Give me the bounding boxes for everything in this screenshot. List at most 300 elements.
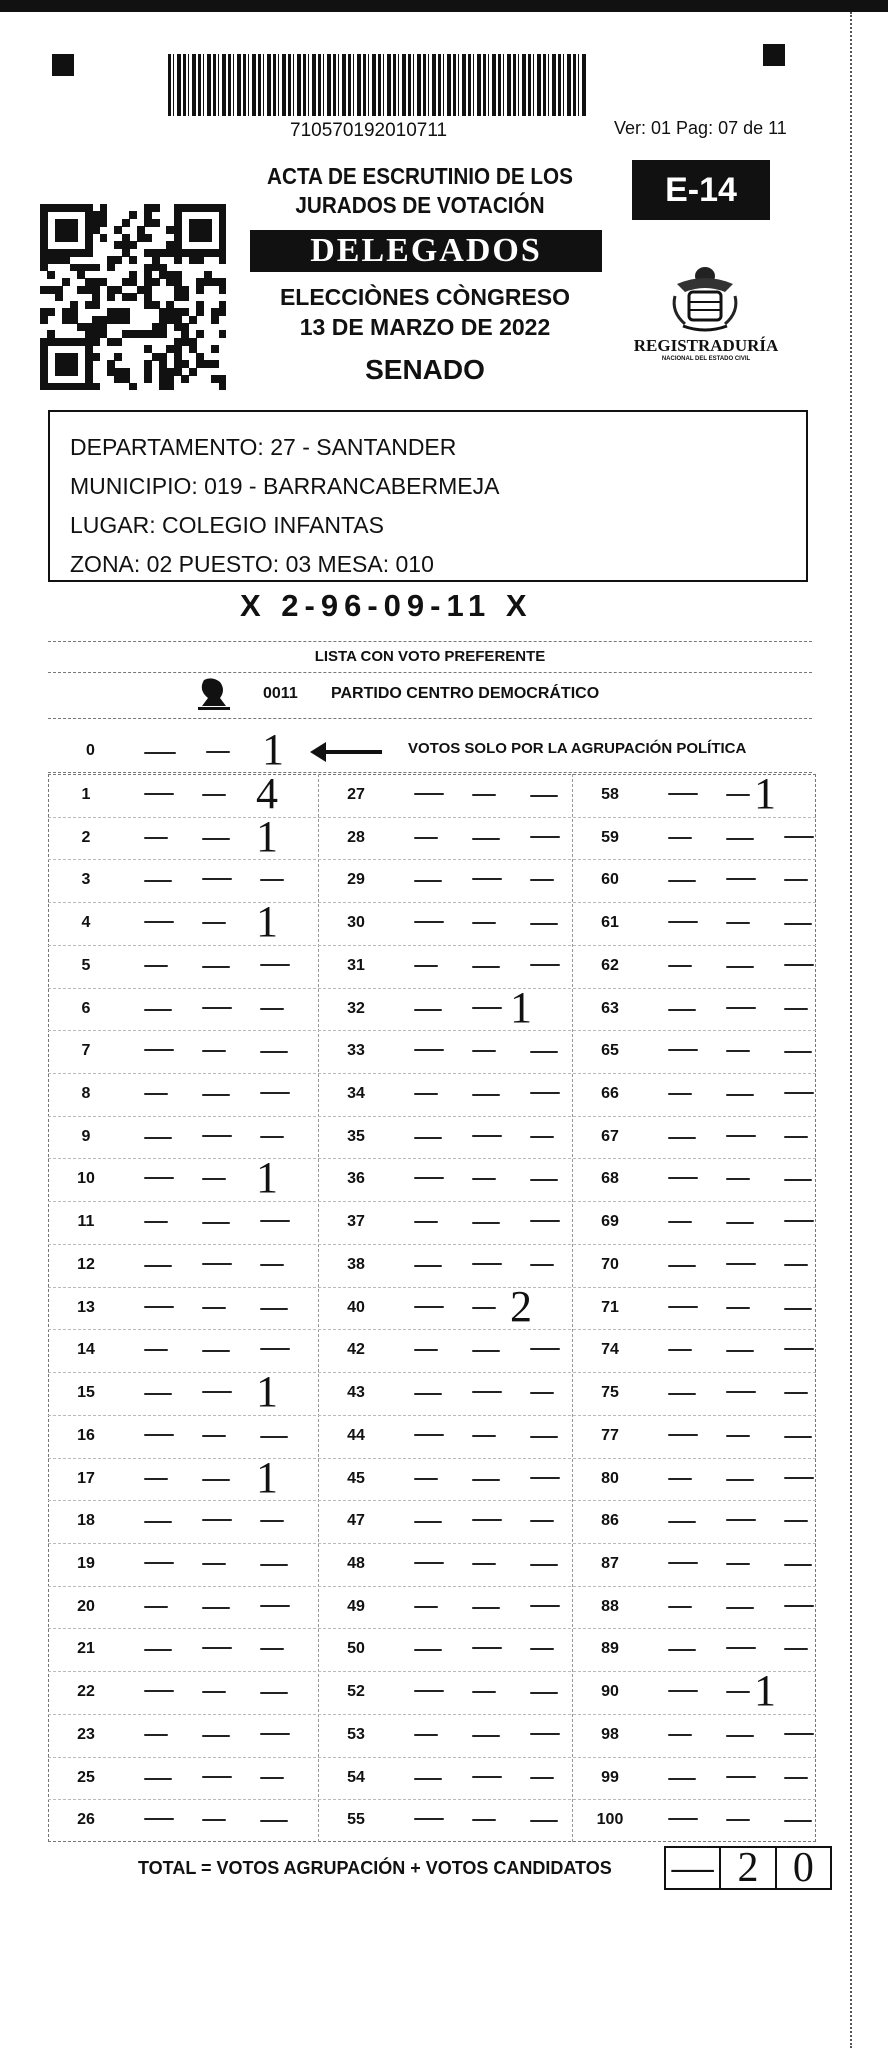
- lugar: LUGAR: COLEGIO INFANTAS: [70, 512, 384, 538]
- blank-dash: [260, 1820, 288, 1822]
- blank-dash: [668, 1818, 698, 1820]
- candidate-number: 52: [347, 1683, 365, 1701]
- column-divider: [572, 774, 573, 1842]
- blank-dash: [472, 1819, 496, 1821]
- blank-dash: [784, 1436, 812, 1438]
- candidate-number: 3: [81, 871, 91, 889]
- blank-dash: [202, 1479, 230, 1481]
- blank-dash: [414, 1093, 438, 1095]
- blank-dash: [668, 1137, 696, 1139]
- blank-dash: [668, 1606, 692, 1608]
- blank-dash: [206, 751, 230, 753]
- blank-dash: [144, 1778, 172, 1780]
- qr-module: [181, 375, 189, 383]
- blank-dash: [414, 1690, 444, 1692]
- candidate-number: 31: [347, 956, 365, 974]
- blank-dash: [260, 1136, 284, 1138]
- blank-dash: [260, 1733, 290, 1735]
- blank-dash: [414, 1734, 438, 1736]
- municipio: MUNICIPIO: 019 - BARRANCABERMEJA: [70, 473, 500, 499]
- row-divider: [48, 1201, 816, 1202]
- candidate-number: 89: [601, 1640, 619, 1658]
- candidate-number: 34: [347, 1085, 365, 1103]
- blank-dash: [530, 1605, 560, 1607]
- blank-dash: [414, 965, 438, 967]
- blank-dash: [472, 838, 500, 840]
- blank-dash: [414, 1221, 438, 1223]
- candidate-number: 9: [81, 1127, 91, 1145]
- blank-dash: [144, 1478, 168, 1480]
- qr-module: [70, 234, 78, 242]
- candidate-number: 33: [347, 1042, 365, 1060]
- blank-dash: [414, 1778, 442, 1780]
- candidate-number: 28: [347, 828, 365, 846]
- blank-dash: [784, 1308, 812, 1310]
- qr-module: [166, 383, 174, 391]
- blank-dash: [472, 1607, 500, 1609]
- candidate-number: 14: [77, 1341, 95, 1359]
- candidate-number: 63: [601, 999, 619, 1017]
- blank-dash: [530, 836, 560, 838]
- blank-dash: [530, 1520, 554, 1522]
- candidate-number: 75: [601, 1384, 619, 1402]
- blank-dash: [472, 1691, 496, 1693]
- blank-dash: [144, 1734, 168, 1736]
- candidate-number: 1: [81, 786, 91, 803]
- candidate-number: 21: [77, 1640, 95, 1658]
- blank-dash: [414, 837, 438, 839]
- candidate-number: 59: [601, 828, 619, 846]
- blank-dash: [530, 1392, 554, 1394]
- blank-dash: [202, 1435, 226, 1437]
- qr-module: [211, 316, 219, 324]
- blank-dash: [668, 837, 692, 839]
- blank-dash: [784, 1051, 812, 1053]
- blank-dash: [668, 1221, 692, 1223]
- candidate-votes-grid: [48, 769, 816, 1842]
- blank-dash: [202, 1007, 232, 1009]
- blank-dash: [144, 1306, 174, 1308]
- row-divider: [48, 1671, 816, 1672]
- row-divider: [48, 1586, 816, 1587]
- registry-subtitle: NACIONAL DEL ESTADO CIVIL: [661, 356, 751, 362]
- blank-dash: [414, 1478, 438, 1480]
- qr-module: [219, 256, 227, 264]
- row-divider: [48, 902, 816, 903]
- blank-dash: [726, 1391, 756, 1393]
- blank-dash: [726, 1050, 750, 1052]
- blank-dash: [530, 1820, 558, 1822]
- qr-module: [196, 286, 204, 294]
- blank-dash: [414, 1434, 444, 1436]
- blank-dash: [260, 1520, 284, 1522]
- party-code: 0011: [263, 685, 298, 702]
- title-line-1: ACTA DE ESCRUTINIO DE LOS: [267, 163, 573, 189]
- candidate-number: 36: [347, 1170, 365, 1188]
- candidate-number: 12: [77, 1255, 95, 1273]
- blank-dash: [202, 966, 230, 968]
- blank-dash: [414, 921, 444, 923]
- blank-dash: [260, 1605, 290, 1607]
- blank-dash: [472, 1050, 496, 1052]
- blank-dash: [668, 1434, 698, 1436]
- qr-module: [92, 353, 100, 361]
- blank-dash: [414, 793, 444, 795]
- row-divider: [48, 1329, 816, 1330]
- handwritten-vote: 1: [256, 1367, 278, 1417]
- blank-dash: [144, 1521, 172, 1523]
- title-line-2: JURADOS DE VOTACIÓN: [295, 192, 545, 218]
- candidate-number: 20: [77, 1597, 95, 1615]
- blank-dash: [202, 1691, 226, 1693]
- blank-dash: [726, 1776, 756, 1778]
- blank-dash: [472, 1135, 502, 1137]
- blank-dash: [202, 1307, 226, 1309]
- blank-dash: [472, 966, 500, 968]
- candidate-number: 11: [77, 1213, 95, 1231]
- qr-module: [85, 249, 93, 257]
- blank-dash: [668, 1734, 692, 1736]
- total-digit: 2: [721, 1848, 776, 1888]
- blank-dash: [414, 1137, 442, 1139]
- blank-dash: [472, 1007, 502, 1009]
- blank-dash: [414, 1009, 442, 1011]
- candidate-number: 67: [601, 1127, 619, 1145]
- handwritten-vote: 1: [510, 982, 532, 1032]
- registration-mark: [763, 44, 785, 66]
- blank-dash: [530, 1220, 560, 1222]
- blank-dash: [726, 1094, 754, 1096]
- blank-dash: [472, 1435, 496, 1437]
- candidate-number: 10: [77, 1170, 95, 1188]
- blank-dash: [414, 1818, 444, 1820]
- blank-dash: [144, 1049, 174, 1051]
- blank-dash: [414, 1606, 438, 1608]
- qr-module: [219, 330, 227, 338]
- blank-dash: [530, 795, 558, 797]
- blank-dash: [784, 1520, 808, 1522]
- blank-dash: [726, 1735, 754, 1737]
- blank-dash: [530, 1436, 558, 1438]
- candidate-number: 99: [601, 1768, 619, 1786]
- qr-module: [196, 308, 204, 316]
- qr-module: [100, 219, 108, 227]
- candidate-number: 29: [347, 871, 365, 889]
- blank-dash: [784, 1564, 812, 1566]
- candidate-number: 90: [601, 1683, 619, 1701]
- blank-dash: [472, 1776, 502, 1778]
- blank-dash: [668, 1093, 692, 1095]
- qr-code: [40, 204, 226, 390]
- blank-dash: [144, 965, 168, 967]
- blank-dash: [668, 1393, 696, 1395]
- blank-dash: [784, 1605, 814, 1607]
- zona-puesto-mesa: ZONA: 02 PUESTO: 03 MESA: 010: [70, 551, 434, 577]
- qr-module: [122, 316, 130, 324]
- blank-dash: [530, 1092, 560, 1094]
- candidate-number: 42: [347, 1341, 365, 1359]
- qr-module: [40, 316, 48, 324]
- qr-module: [219, 383, 227, 391]
- candidate-number: 32: [347, 999, 365, 1017]
- handwritten-vote: 1: [754, 769, 776, 818]
- blank-dash: [472, 1479, 500, 1481]
- candidate-number: 22: [77, 1683, 95, 1701]
- top-border: [0, 0, 888, 12]
- blank-dash: [530, 1051, 558, 1053]
- qr-module: [196, 330, 204, 338]
- candidate-number: 55: [347, 1811, 365, 1829]
- row-divider: [48, 1287, 816, 1288]
- blank-dash: [414, 1049, 444, 1051]
- qr-module: [129, 241, 137, 249]
- candidate-number: 47: [347, 1512, 365, 1530]
- list-header: LISTA CON VOTO PREFERENTE: [48, 641, 812, 673]
- row-divider: [48, 1543, 816, 1544]
- blank-dash: [144, 1265, 172, 1267]
- blank-dash: [726, 966, 754, 968]
- blank-dash: [726, 1222, 754, 1224]
- candidate-number: 68: [601, 1170, 619, 1188]
- candidate-number: 50: [347, 1640, 365, 1658]
- total-box: [664, 1846, 832, 1890]
- qr-module: [189, 316, 197, 324]
- blank-dash: [144, 837, 168, 839]
- blank-dash: [668, 1265, 696, 1267]
- candidate-number: 15: [77, 1384, 95, 1402]
- blank-dash: [414, 1393, 442, 1395]
- total-label: TOTAL = VOTOS AGRUPACIÓN + VOTOS CANDIDATOS: [138, 1858, 612, 1878]
- blank-dash: [530, 1477, 560, 1479]
- blank-dash: [784, 836, 814, 838]
- qr-module: [92, 338, 100, 346]
- blank-dash: [668, 1478, 692, 1480]
- candidate-number: 38: [347, 1255, 365, 1273]
- blank-dash: [784, 923, 812, 925]
- blank-dash: [202, 1519, 232, 1521]
- blank-dash: [472, 922, 496, 924]
- qr-module: [129, 383, 137, 391]
- blank-dash: [144, 1009, 172, 1011]
- qr-module: [196, 256, 204, 264]
- qr-module: [129, 293, 137, 301]
- blank-dash: [144, 793, 174, 795]
- handwritten-vote: 1: [256, 1452, 278, 1502]
- candidate-number: 35: [347, 1127, 365, 1145]
- blank-dash: [726, 1563, 750, 1565]
- blank-dash: [144, 1093, 168, 1095]
- candidate-number: 77: [601, 1426, 619, 1444]
- candidate-number: 19: [77, 1554, 95, 1572]
- blank-dash: [202, 1607, 230, 1609]
- blank-dash: [202, 1094, 230, 1096]
- blank-dash: [784, 1392, 808, 1394]
- blank-dash: [260, 1692, 288, 1694]
- blank-dash: [530, 1136, 554, 1138]
- qr-module: [92, 383, 100, 391]
- blank-dash: [668, 1049, 698, 1051]
- blank-dash: [784, 1136, 808, 1138]
- blank-dash: [202, 1222, 230, 1224]
- candidate-number: 98: [601, 1725, 619, 1743]
- candidate-number: 61: [601, 914, 619, 932]
- blank-dash: [202, 1563, 226, 1565]
- row-divider: [48, 1244, 816, 1245]
- blank-dash: [530, 923, 558, 925]
- blank-dash: [144, 1434, 174, 1436]
- blank-dash: [260, 1051, 288, 1053]
- qr-module: [114, 338, 122, 346]
- blank-dash: [202, 922, 226, 924]
- row-divider: [48, 1415, 816, 1416]
- blank-dash: [202, 1735, 230, 1737]
- candidate-number: 87: [601, 1554, 619, 1572]
- candidate-number: 6: [81, 999, 91, 1017]
- candidate-number: 45: [347, 1469, 365, 1487]
- qr-module: [107, 293, 115, 301]
- registry-name: REGISTRADURÍA: [633, 336, 779, 355]
- blank-dash: [726, 1479, 754, 1481]
- candidate-number: 16: [77, 1426, 95, 1444]
- candidate-number: 100: [596, 1811, 624, 1829]
- version-page: Ver: 01 Pag: 07 de 11: [614, 118, 787, 138]
- blank-dash: [668, 1562, 698, 1564]
- candidate-number: 27: [347, 786, 365, 803]
- election-date: 13 DE MARZO DE 2022: [299, 314, 551, 340]
- handwritten-vote: 1: [256, 811, 278, 861]
- blank-dash: [784, 1264, 808, 1266]
- qr-module: [100, 234, 108, 242]
- candidate-number: 17: [77, 1469, 95, 1487]
- candidate-number: 23: [77, 1725, 95, 1743]
- candidate-number: 88: [601, 1597, 619, 1615]
- blank-dash: [414, 1265, 442, 1267]
- qr-module: [219, 308, 227, 316]
- qr-module: [114, 353, 122, 361]
- blank-dash: [784, 1008, 808, 1010]
- row-divider: [48, 1073, 816, 1074]
- blank-dash: [202, 794, 226, 796]
- blank-dash: [260, 1220, 290, 1222]
- total-digit: —: [666, 1848, 721, 1888]
- row-divider: [48, 1030, 816, 1031]
- candidate-number: 8: [81, 1085, 91, 1103]
- blank-dash: [726, 838, 754, 840]
- handwritten-vote: 1: [256, 897, 278, 947]
- blank-dash: [726, 1435, 750, 1437]
- blank-dash: [726, 922, 750, 924]
- qr-module: [92, 301, 100, 309]
- blank-dash: [414, 1562, 444, 1564]
- party-row: [48, 672, 812, 719]
- candidate-number: 37: [347, 1213, 365, 1231]
- blank-dash: [202, 1135, 232, 1137]
- party-name: PARTIDO CENTRO DEMOCRÁTICO: [331, 685, 600, 702]
- handwritten-vote: 1: [754, 1666, 776, 1716]
- qr-module: [204, 234, 212, 242]
- row-divider: [48, 1799, 816, 1800]
- candidate-number: 18: [77, 1512, 95, 1530]
- candidate-number: 65: [601, 1042, 619, 1060]
- blank-dash: [726, 1519, 756, 1521]
- qr-module: [144, 234, 152, 242]
- blank-dash: [414, 1306, 444, 1308]
- blank-dash: [726, 794, 750, 796]
- party-only-votes-label: VOTOS SOLO POR LA AGRUPACIÓN POLÍTICA: [408, 740, 747, 757]
- blank-dash: [472, 1094, 500, 1096]
- qr-module: [129, 256, 137, 264]
- blank-dash: [144, 1606, 168, 1608]
- blank-dash: [668, 1690, 698, 1692]
- candidate-number: 4: [81, 914, 91, 932]
- candidate-number: 86: [601, 1512, 619, 1530]
- blank-dash: [668, 921, 698, 923]
- barcode-number: 710570192010711: [290, 120, 448, 141]
- candidate-number: 5: [81, 956, 91, 974]
- candidate-number: 71: [601, 1298, 619, 1316]
- blank-dash: [530, 1733, 560, 1735]
- chamber-name: SENADO: [365, 354, 485, 385]
- blank-dash: [784, 1220, 814, 1222]
- blank-dash: [260, 964, 290, 966]
- blank-dash: [260, 1092, 290, 1094]
- row-divider: [48, 1372, 816, 1373]
- blank-dash: [144, 1562, 174, 1564]
- candidate-number: 80: [601, 1469, 619, 1487]
- candidate-number: 70: [601, 1255, 619, 1273]
- blank-dash: [260, 1777, 284, 1779]
- handwritten-vote: 2: [510, 1281, 532, 1331]
- qr-module: [144, 375, 152, 383]
- party-only-votes-row: [48, 725, 812, 774]
- blank-dash: [472, 1519, 502, 1521]
- candidate-number: 49: [347, 1597, 365, 1615]
- blank-dash: [784, 1820, 812, 1822]
- row-divider: [48, 1458, 816, 1459]
- qr-module: [47, 271, 55, 279]
- qr-module: [219, 286, 227, 294]
- qr-module: [129, 211, 137, 219]
- candidate-number: 44: [347, 1426, 365, 1444]
- blank-dash: [260, 1564, 288, 1566]
- handwritten-vote: 1: [256, 1153, 278, 1203]
- qr-module: [211, 360, 219, 368]
- candidate-number: 53: [347, 1725, 365, 1743]
- blank-dash: [530, 1692, 558, 1694]
- blank-dash: [144, 1137, 172, 1139]
- row-number: 0: [86, 742, 95, 759]
- blank-dash: [414, 1521, 442, 1523]
- blank-dash: [668, 1306, 698, 1308]
- blank-dash: [784, 1092, 814, 1094]
- departamento: DEPARTAMENTO: 27 - SANTANDER: [70, 434, 457, 460]
- row-divider: [48, 859, 816, 860]
- blank-dash: [530, 1564, 558, 1566]
- blank-dash: [726, 1263, 756, 1265]
- blank-dash: [668, 1521, 696, 1523]
- qr-module: [114, 256, 122, 264]
- election-name: ELECCIÒNES CÒNGRESO: [279, 284, 571, 310]
- row-divider: [48, 1158, 816, 1159]
- blank-dash: [472, 794, 496, 796]
- blank-dash: [726, 1691, 750, 1693]
- blank-dash: [260, 1264, 284, 1266]
- blank-dash: [726, 1607, 754, 1609]
- candidate-number: 60: [601, 871, 619, 889]
- row-divider: [48, 1116, 816, 1117]
- qr-module: [92, 264, 100, 272]
- blank-dash: [668, 965, 692, 967]
